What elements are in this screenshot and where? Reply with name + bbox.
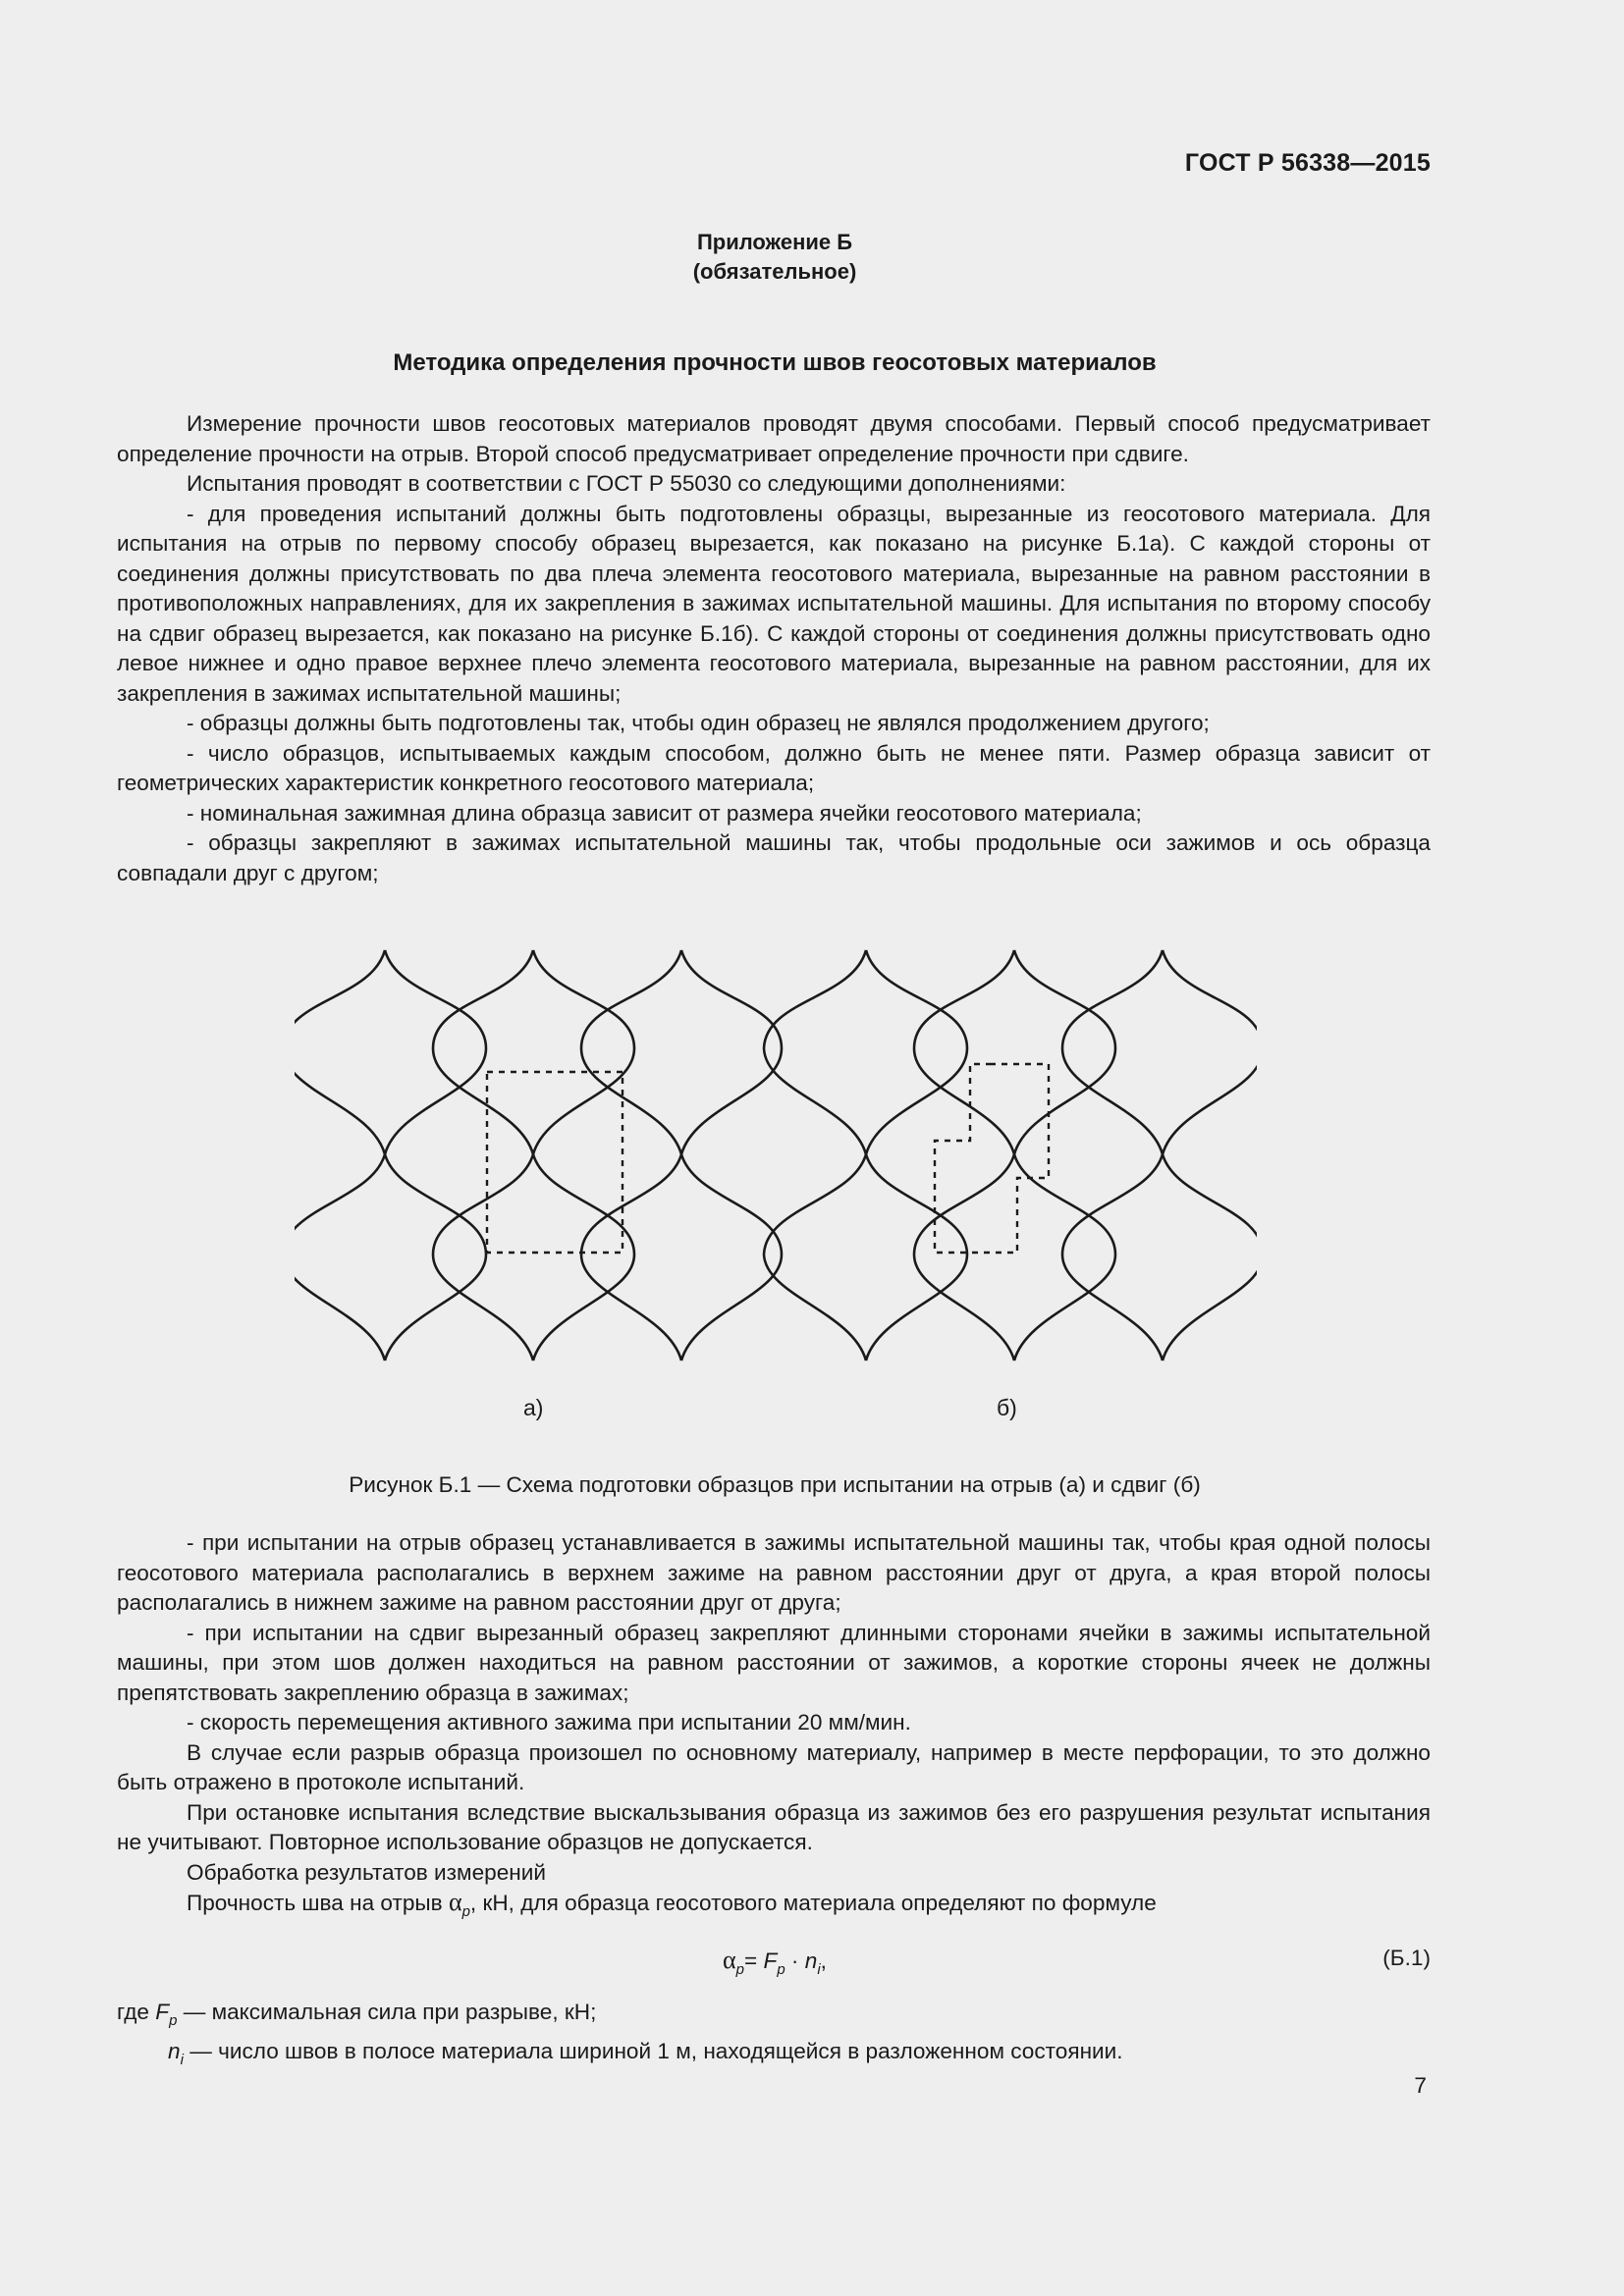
paragraph: Испытания проводят в соответствии с ГОСТ Р 55030 со следующими дополнениями: bbox=[187, 471, 1066, 496]
paragraph: Обработка результатов измерений bbox=[187, 1859, 546, 1885]
legend-line-n bbox=[117, 2037, 1431, 2076]
text-block-bottom bbox=[117, 1528, 1431, 1928]
text-block-top bbox=[117, 409, 1431, 888]
paragraph: - образцы должны быть подготовлены так, чтобы один образец не являлся продолжением другого; bbox=[187, 711, 1210, 735]
formula-f-sub: p bbox=[777, 1961, 785, 1978]
formula-intro-after: , кН, для образца геосотового материала определяют по формуле bbox=[469, 1891, 1157, 1915]
legend-n-desc: — число швов в полосе материала шириной 1 м, находящейся в разложенном состоянии. bbox=[183, 2038, 1123, 2063]
formula-end: , bbox=[820, 1949, 827, 1973]
paragraph: - номинальная зажимная длина образца зависит от размера ячейки геосотового материала; bbox=[187, 800, 1142, 826]
paragraph: - при испытании на сдвиг вырезанный образец закрепляют длинными сторонами ячейки в зажимы испытательной машины, при этом шов должен находиться на равном расстоянии от зажимов, а короткие стороны ячеек не должны препятствовать закреплению образца в зажимах; bbox=[117, 1620, 1431, 1705]
legend-f-desc: — максимальная сила при разрыве, кН; bbox=[177, 2000, 597, 2024]
formula-intro bbox=[117, 1888, 1431, 1928]
pattern-b bbox=[764, 950, 1257, 1361]
paragraph: При остановке испытания вследствие выскальзывания образца из зажимов без его разрушения результат испытания не учитывают. Повторное использование образцов не допускается. bbox=[117, 1799, 1431, 1854]
appendix-status: (обязательное) bbox=[692, 259, 857, 284]
formula-lhs-sub: p bbox=[735, 1961, 745, 1978]
section-title: Методика определения прочности швов геосотовых материалов bbox=[393, 349, 1157, 376]
document-code: ГОСТ Р 56338—2015 bbox=[1184, 149, 1431, 177]
page-number: 7 bbox=[1414, 2073, 1427, 2098]
pattern-a bbox=[295, 950, 782, 1361]
legend-n-sub: i bbox=[180, 2051, 184, 2068]
cell-strip bbox=[681, 950, 782, 1361]
cell-strip bbox=[295, 950, 385, 1361]
formula-eq: = bbox=[744, 1949, 764, 1973]
legend-n: n bbox=[168, 2038, 181, 2063]
formula-legend bbox=[117, 1998, 1431, 2075]
sample-outline-a bbox=[487, 1072, 623, 1253]
appendix-heading bbox=[0, 228, 1549, 287]
figure-caption: Рисунок Б.1 — Схема подготовки образцов при испытании на отрыв (а) и сдвиг (б) bbox=[349, 1472, 1201, 1497]
legend-f: F bbox=[155, 2000, 170, 2024]
formula-lhs: α bbox=[723, 1946, 736, 1974]
alpha-subscript: p bbox=[461, 1903, 470, 1920]
paragraph: В случае если разрыв образца произошел по основному материалу, например в месте перфорации, то это должно быть отражено в протоколе испытаний. bbox=[117, 1739, 1431, 1794]
formula-dot: · bbox=[785, 1949, 805, 1973]
paragraph: - образцы закрепляют в зажимах испытательной машины так, чтобы продольные оси зажимов и ось образца совпадали друг с другом; bbox=[117, 830, 1431, 885]
formula-number: (Б.1) bbox=[1382, 1946, 1431, 1970]
geocell-diagram bbox=[295, 931, 1257, 1402]
paragraph: - число образцов, испытываемых каждым способом, должно быть не менее пяти. Размер образца зависит от геометрических характеристик конкретного геосотового материала; bbox=[117, 740, 1431, 795]
alpha-symbol: α bbox=[448, 1888, 462, 1916]
formula-b1 bbox=[0, 1946, 1549, 1978]
formula-intro-before: Прочность шва на отрыв bbox=[187, 1891, 443, 1915]
paragraph: - при испытании на отрыв образец устанавливается в зажимы испытательной машины так, чтобы края одной полосы геосотового материала располагались в верхнем зажиме на равном расстоянии друг от друга, а края второй полосы располагались в нижнем зажиме на равном расстоянии друг от друга; bbox=[117, 1530, 1431, 1615]
paragraph: - для проведения испытаний должны быть подготовлены образцы, вырезанные из геосотового материала. Для испытания на отрыв по первому способу образец вырезается, как показано на рисунке Б.1а). С каждой стороны от соединения должны присутствовать по два плеча элемента геосотового материала, вырезанные на равном расстоянии в противоположных направлениях, для их закрепления в зажимах испытательной машины. Для испытания по второму способу на сдвиг образец вырезается, как показано на рисунке Б.1б). С каждой стороны от соединения должны присутствовать одно левое нижнее и одно правое верхнее плечо элемента геосотового материала, вырезанные на равном расстоянии, для их закрепления в зажимах испытательной машины; bbox=[117, 501, 1431, 706]
formula-n: n bbox=[804, 1949, 818, 1973]
paragraph: - скорость перемещения активного зажима при испытании 20 мм/мин. bbox=[187, 1710, 911, 1735]
formula-f: F bbox=[763, 1949, 778, 1973]
cell-strip bbox=[764, 950, 866, 1361]
legend-line-f bbox=[117, 1998, 1431, 2037]
figure-label-a: а) bbox=[523, 1395, 544, 1420]
formula-n-sub: i bbox=[817, 1961, 821, 1978]
legend-lead: где bbox=[117, 2000, 149, 2024]
appendix-title: Приложение Б bbox=[696, 230, 853, 254]
figure-b1 bbox=[295, 931, 1257, 1441]
legend-f-sub: p bbox=[169, 2012, 178, 2029]
cell-strip bbox=[1163, 950, 1257, 1361]
paragraph: Измерение прочности швов геосотовых материалов проводят двумя способами. Первый способ предусматривает определение прочности на отрыв. Второй способ предусматривает определение прочности при сдвиге. bbox=[117, 411, 1431, 466]
figure-label-b: б) bbox=[997, 1395, 1017, 1420]
